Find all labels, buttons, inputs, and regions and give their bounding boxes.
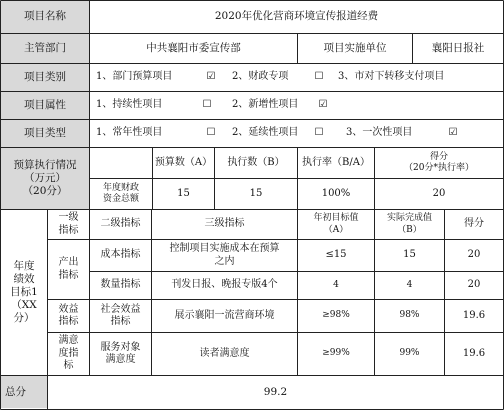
checkbox-icon[interactable]: ☐ — [202, 99, 212, 111]
reader-satisfaction-detail: 读者满意度 — [199, 347, 250, 359]
type-option-1: 1、常年性项目 — [96, 127, 163, 139]
social-benefit-target: ≥98% — [322, 310, 350, 321]
annual-performance-goal-label: 年度 绩效 目标1 （XX 分） — [10, 259, 38, 325]
perf-header-level3: 三级指标 — [204, 218, 245, 230]
quantity-actual-value: 4 — [406, 279, 413, 290]
department-label: 主管部门 — [24, 41, 66, 54]
category-option-1: 1、部门预算项目 — [96, 71, 173, 83]
satisfaction-score: 19.6 — [462, 347, 486, 359]
budget-header-amount: 预算数（A） — [154, 156, 213, 168]
quantity-score-value: 20 — [467, 279, 481, 291]
attribute-option-1: 1、持续性项目 — [96, 99, 163, 111]
budget-header-executed: 执行数（B） — [227, 156, 285, 168]
checkbox-icon[interactable]: ☑ — [318, 99, 328, 111]
quantity-indicator-detail: 刊发日报、晚报专版4个 — [171, 279, 278, 291]
satisfaction-target: ≥99% — [322, 348, 350, 359]
perf-header-score: 得分 — [464, 218, 484, 230]
cost-target-value: ≤15 — [325, 249, 347, 261]
cost-indicator-label: 成本指标 — [100, 249, 141, 261]
type-option-3: 3、一次性项目 — [346, 127, 413, 139]
cost-actual-value: 15 — [403, 249, 416, 261]
social-benefit-detail: 展示襄阳一流营商环境 — [174, 309, 275, 321]
checkbox-icon[interactable]: ☑ — [448, 127, 458, 139]
annual-funds-label: 年度财政 资金总额 — [102, 182, 139, 204]
project-name-label: 项目名称 — [24, 10, 66, 23]
attribute-option-2: 2、新增性项目 — [232, 99, 299, 111]
budget-score-value: 20 — [432, 187, 446, 199]
social-benefit-score: 19.6 — [462, 309, 486, 321]
project-attribute-label: 项目属性 — [24, 98, 66, 111]
service-satisfaction-label: 服务对象 满意度 — [100, 341, 141, 365]
checkbox-icon[interactable]: ☐ — [314, 71, 324, 83]
perf-header-target: 年初目标值 （A） — [313, 213, 359, 235]
budget-header-score: 得分 （20分*执行率） — [404, 151, 474, 173]
checkbox-icon[interactable]: ☑ — [206, 71, 216, 83]
total-score-label: 总分 — [5, 385, 26, 398]
project-category-label: 项目类别 — [24, 70, 66, 83]
implementing-unit-value: 襄阳日报社 — [431, 41, 485, 54]
budget-amount-value: 15 — [177, 187, 190, 199]
project-type-label: 项目类型 — [24, 126, 66, 139]
execution-rate-value: 100% — [321, 187, 351, 199]
department-value: 中共襄阳市委宣传部 — [146, 41, 241, 54]
cost-indicator-detail: 控制项目实施成本在预算 之内 — [169, 243, 280, 267]
type-option-2: 2、延续性项目 — [232, 127, 299, 139]
checkbox-icon[interactable]: ☐ — [206, 127, 216, 139]
social-benefit-actual: 98% — [399, 310, 420, 321]
quantity-target-value: 4 — [333, 279, 339, 290]
quantity-indicator-label: 数量指标 — [100, 279, 141, 291]
cost-score-value: 20 — [467, 249, 481, 261]
perf-header-level2: 二级指标 — [100, 218, 141, 230]
checkbox-icon[interactable]: ☐ — [314, 127, 324, 139]
output-indicator-label: 产出 指标 — [58, 257, 79, 281]
category-option-3: 3、市对下转移支付项目 — [338, 71, 445, 83]
budget-execution-label: 预算执行情况 （万元） （20分） — [13, 158, 77, 198]
social-benefit-label: 社会效益 指标 — [100, 303, 141, 327]
project-name-value: 2020年优化营商环境宣传报道经费 — [214, 10, 379, 23]
implementing-unit-label: 项目实施单位 — [323, 41, 387, 54]
satisfaction-indicator-label: 满意 度指 标 — [58, 335, 79, 372]
benefit-indicator-label: 效益 指标 — [58, 303, 79, 327]
executed-amount-value: 15 — [249, 187, 263, 199]
satisfaction-actual: 99% — [399, 348, 420, 359]
total-score-value: 99.2 — [263, 385, 288, 398]
perf-header-actual: 实际完成值 （B） — [386, 213, 432, 235]
budget-header-rate: 执行率（B/A） — [302, 156, 370, 168]
perf-header-level1: 一级 指标 — [58, 212, 79, 236]
category-option-2: 2、财政专项 — [232, 71, 289, 83]
